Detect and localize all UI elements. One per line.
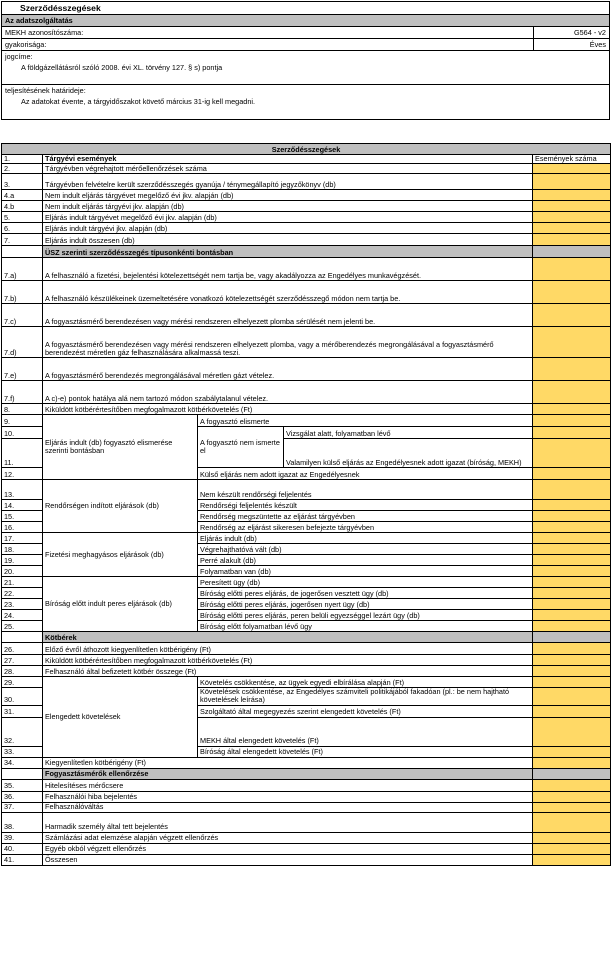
row-number: 35. [2, 779, 43, 791]
events-count-input-5[interactable] [533, 212, 611, 223]
row-label: A c)-e) pontok hatálya alá nem tartozó módon szabálytalanul vételez. [43, 381, 533, 404]
row-number: 40. [2, 843, 43, 854]
row-number [2, 768, 43, 779]
row-label: Követelések csökkentése, az Engedélyes számviteli politikájából fakadóan (pl.: be nem hajtható követelések leírása) [198, 688, 533, 705]
events-count-input-47[interactable] [533, 812, 611, 832]
row-number: 7.e) [2, 358, 43, 381]
row-label: Peresített ügy (db) [198, 577, 533, 588]
row-number: 25. [2, 621, 43, 632]
info-value: A földgázellátásról szóló 2008. évi XL. törvény 127. § s) pontja [21, 63, 223, 72]
row-label: Rendőrségi feljelentés készült [198, 500, 533, 511]
events-count-input-12[interactable] [533, 327, 611, 358]
row-label: Perré alakult (db) [198, 555, 533, 566]
row-label: Követelés csökkentése, az ügyek egyedi elbírálása alapján (Ft) [198, 677, 533, 688]
row-number: 2. [2, 164, 43, 174]
row-number: 7.a) [2, 258, 43, 281]
events-count-input-36[interactable] [533, 666, 611, 677]
row-label: Bíróság által elengedett követelés (Ft) [198, 746, 533, 757]
info-row-deadline [1, 85, 610, 120]
row-label: Folyamatban van (db) [198, 566, 533, 577]
group-label: Eljárás indult (db) fogyasztó elismerése szerinti bontásban [43, 415, 198, 480]
row-label: Harmadik személy által tett bejelentés [43, 812, 533, 832]
info-label: MEKH azonosítószáma: [5, 28, 84, 37]
row-label: Bíróság előtt folyamatban lévő ügy [198, 621, 533, 632]
row-label: Szolgáltató által megegyezés szerint elengedett követelés (Ft) [198, 705, 533, 717]
row-label: Bíróság előtti peres eljárás, de jogerősen vesztett ügy (db) [198, 588, 533, 599]
events-count-input-16[interactable] [533, 415, 611, 427]
row-label: Külső eljárás nem adott igazat az Engedélyesnek [198, 468, 533, 480]
row-label: Rendőrség az eljárást sikeresen befejezte tárgyévben [198, 522, 533, 533]
row-label: A felhasználó készülékeinek üzemeltetésére vonatkozó kötelezettségét szerződésszegő módon nem tartja be. [43, 281, 533, 304]
row-label: Számlázási adat elemzése alapján végzett ellenőrzés [43, 832, 533, 843]
group-label: Bíróság előtt indult peres eljárások (db) [43, 577, 198, 632]
row-number: 32. [2, 717, 43, 746]
row-number [2, 246, 43, 258]
row-number: 9. [2, 415, 43, 427]
row-number: 8. [2, 404, 43, 415]
events-count-input-30[interactable] [533, 599, 611, 610]
events-count-input-48[interactable] [533, 832, 611, 843]
group-label: A fogyasztó nem ismerte el [198, 427, 284, 468]
row-label: Eljárás indult összesen (db) [43, 234, 533, 246]
row-number: 41. [2, 854, 43, 865]
row-label: Bíróság előtti peres eljárás, peren belüli egyezséggel lezárt ügy (db) [198, 610, 533, 621]
row-label: Nem készült rendőrségi feljelentés [198, 480, 533, 500]
row-label: Eljárás indult (db) [198, 533, 533, 544]
row-number: 14. [2, 500, 43, 511]
row-label: Rendőrség megszüntette az eljárást tárgyévben [198, 511, 533, 522]
row-number: 30. [2, 688, 43, 705]
events-count-input-25[interactable] [533, 544, 611, 555]
table-header-row [2, 144, 611, 155]
events-count-input-13[interactable] [533, 358, 611, 381]
events-count-input-11[interactable] [533, 304, 611, 327]
row-number [2, 632, 43, 643]
events-count-input-15[interactable] [533, 404, 611, 415]
row-number: 7.d) [2, 327, 43, 358]
row-label: Egyéb okból végzett ellenőrzés [43, 843, 533, 854]
row-number: 19. [2, 555, 43, 566]
events-count-input-42[interactable] [533, 757, 611, 768]
row-label: Felhasználó által befizetett kötbér összege (Ft) [43, 666, 533, 677]
row-label: Vizsgálat alatt, folyamatban lévő [284, 427, 533, 439]
events-count-input-44[interactable] [533, 779, 611, 791]
row-number: 16. [2, 522, 43, 533]
events-count-input-40[interactable] [533, 717, 611, 746]
events-count-input-50[interactable] [533, 854, 611, 865]
row-label: Tárgyévi események [43, 155, 533, 164]
row-label: Kiegyenlítetlen kötbérigény (Ft) [43, 757, 533, 768]
row-number: 4.b [2, 201, 43, 212]
events-count-input-3[interactable] [533, 190, 611, 201]
row-number: 4.a [2, 190, 43, 201]
events-count-input-26[interactable] [533, 555, 611, 566]
row-label: Kötbérek [43, 632, 533, 643]
events-count-input-32[interactable] [533, 621, 611, 632]
table-cell [533, 768, 611, 779]
row-label: Bíróság előtti peres eljárás, jogerősen nyert ügy (db) [198, 599, 533, 610]
row-number: 17. [2, 533, 43, 544]
events-count-input-28[interactable] [533, 577, 611, 588]
events-count-input-2[interactable] [533, 174, 611, 190]
events-count-input-10[interactable] [533, 281, 611, 304]
events-count-input-41[interactable] [533, 746, 611, 757]
row-number: 27. [2, 655, 43, 666]
info-value: Éves [589, 40, 606, 49]
events-count-input-21[interactable] [533, 500, 611, 511]
row-number: 5. [2, 212, 43, 223]
row-number: 7. [2, 234, 43, 246]
row-label: Valamilyen külső eljárás az Engedélyesnek adott igazat (bíróság, MEKH) [284, 439, 533, 468]
row-label: Tárgyévben végrehajtott mérőellenőrzések száma [43, 164, 533, 174]
info-value: Az adatokat évente, a tárgyidőszakot követő március 31-ig kell megadni. [21, 97, 256, 106]
row-label: A felhasználó a fizetési, bejelentési kötelezettségét nem tartja be, vagy akadályozza az Engedélyes munkavégzését. [43, 258, 533, 281]
row-label: A fogyasztásmérő berendezésen vagy mérési rendszeren elhelyezett plomba, vagy a mérőberendezés megrongálásával a fogyasztásmérő berendezést méretlen gáz felhasználására alkalmassá teszi. [43, 327, 533, 358]
events-count-input-46[interactable] [533, 802, 611, 812]
section-header: Az adatszolgáltatás [1, 14, 610, 27]
row-number: 26. [2, 643, 43, 655]
info-label: teljesítésének határideje: [5, 86, 86, 95]
row-label: Előző évről áthozott kiegyenlítetlen kötbérigény (Ft) [43, 643, 533, 655]
row-label: A fogyasztásmérő berendezésen vagy mérési rendszeren elhelyezett plomba sérülését nem jelenti be. [43, 304, 533, 327]
events-count-input-7[interactable] [533, 234, 611, 246]
table-cell [533, 632, 611, 643]
events-count-input-6[interactable] [533, 223, 611, 234]
info-row-id [1, 27, 610, 39]
events-count-input-37[interactable] [533, 677, 611, 688]
info-block [1, 1, 610, 120]
row-number: 7.b) [2, 281, 43, 304]
row-number: 7.c) [2, 304, 43, 327]
info-label: gyakorisága: [5, 40, 47, 49]
row-number: 7.f) [2, 381, 43, 404]
row-label: Felhasználói hiba bejelentés [43, 791, 533, 802]
row-number: 34. [2, 757, 43, 768]
row-number: 29. [2, 677, 43, 688]
group-label: Rendőrségen indított eljárások (db) [43, 480, 198, 533]
row-number: 38. [2, 812, 43, 832]
row-label: MEKH által elengedett követelés (Ft) [198, 717, 533, 746]
info-row-frequency [1, 39, 610, 51]
page-title: Szerződésszegések [1, 1, 610, 14]
row-number: 13. [2, 480, 43, 500]
events-count-input-20[interactable] [533, 480, 611, 500]
events-count-input-18[interactable] [533, 439, 611, 468]
events-count-input-29[interactable] [533, 588, 611, 599]
row-label: Fogyasztásmérők ellenőrzése [43, 768, 533, 779]
row-number: 1. [2, 155, 43, 164]
row-label: Összesen [43, 854, 533, 865]
events-count-input-4[interactable] [533, 201, 611, 212]
table-cell [533, 246, 611, 258]
row-label: Kiküldött kötbérértesítőben megfogalmazott kötbérkövetelés (Ft) [43, 404, 533, 415]
events-count-input-23[interactable] [533, 522, 611, 533]
row-number: 3. [2, 174, 43, 190]
row-number: 33. [2, 746, 43, 757]
row-number: 21. [2, 577, 43, 588]
events-count-input-27[interactable] [533, 566, 611, 577]
events-count-input-24[interactable] [533, 533, 611, 544]
events-count-input-39[interactable] [533, 705, 611, 717]
group-label: Elengedett követelések [43, 677, 198, 757]
info-label: jogcíme: [5, 52, 33, 61]
row-label: Eljárás indult tárgyévi jkv. alapján (db) [43, 223, 533, 234]
row-number: 12. [2, 468, 43, 480]
events-count-input-22[interactable] [533, 511, 611, 522]
events-count-input-45[interactable] [533, 791, 611, 802]
row-label: Nem indult eljárás tárgyévi jkv. alapján (db) [43, 201, 533, 212]
breach-table [1, 143, 611, 866]
row-label: Hitelesítéses mérőcsere [43, 779, 533, 791]
events-count-input-17[interactable] [533, 427, 611, 439]
row-number: 22. [2, 588, 43, 599]
row-label: Nem indult eljárás tárgyévet megelőző évi jkv. alapján (db) [43, 190, 533, 201]
row-label: Eljárás indult tárgyévet megelőző évi jkv. alapján (db) [43, 212, 533, 223]
events-count-input-49[interactable] [533, 843, 611, 854]
column-header: Események száma [533, 155, 611, 164]
row-number: 24. [2, 610, 43, 621]
row-number: 20. [2, 566, 43, 577]
events-count-input-1[interactable] [533, 164, 611, 174]
events-count-input-19[interactable] [533, 468, 611, 480]
group-label: Fizetési meghagyásos eljárások (db) [43, 533, 198, 577]
row-label: Végrehajthatóvá vált (db) [198, 544, 533, 555]
events-count-input-35[interactable] [533, 655, 611, 666]
row-number: 15. [2, 511, 43, 522]
row-label: A fogyasztásmérő berendezés megrongálásával méretlen gázt vételez. [43, 358, 533, 381]
events-count-input-9[interactable] [533, 258, 611, 281]
row-number: 37. [2, 802, 43, 812]
row-label: ÜSZ szerinti szerződésszegés típusonkénti bontásban [43, 246, 533, 258]
row-number: 10. [2, 427, 43, 439]
row-number: 23. [2, 599, 43, 610]
row-number: 18. [2, 544, 43, 555]
events-count-input-38[interactable] [533, 688, 611, 705]
info-value: G564 - v2 [573, 28, 606, 37]
row-number: 36. [2, 791, 43, 802]
events-count-input-31[interactable] [533, 610, 611, 621]
events-count-input-34[interactable] [533, 643, 611, 655]
row-number: 11. [2, 439, 43, 468]
table-title: Szerződésszegések [2, 144, 611, 155]
events-count-input-14[interactable] [533, 381, 611, 404]
row-label: Tárgyévben felvételre került szerződésszegés gyanúja / ténymegállapító jegyzőkönyv (db) [43, 174, 533, 190]
row-label: A fogyasztó elismerte [198, 415, 533, 427]
row-number: 6. [2, 223, 43, 234]
row-number: 28. [2, 666, 43, 677]
row-number: 39. [2, 832, 43, 843]
row-number: 31. [2, 705, 43, 717]
row-label: Kiküldött kötbérértesítőben megfogalmazott kötbérkövetelés (Ft) [43, 655, 533, 666]
row-label: Felhasználóváltás [43, 802, 533, 812]
info-row-legal-basis [1, 51, 610, 85]
